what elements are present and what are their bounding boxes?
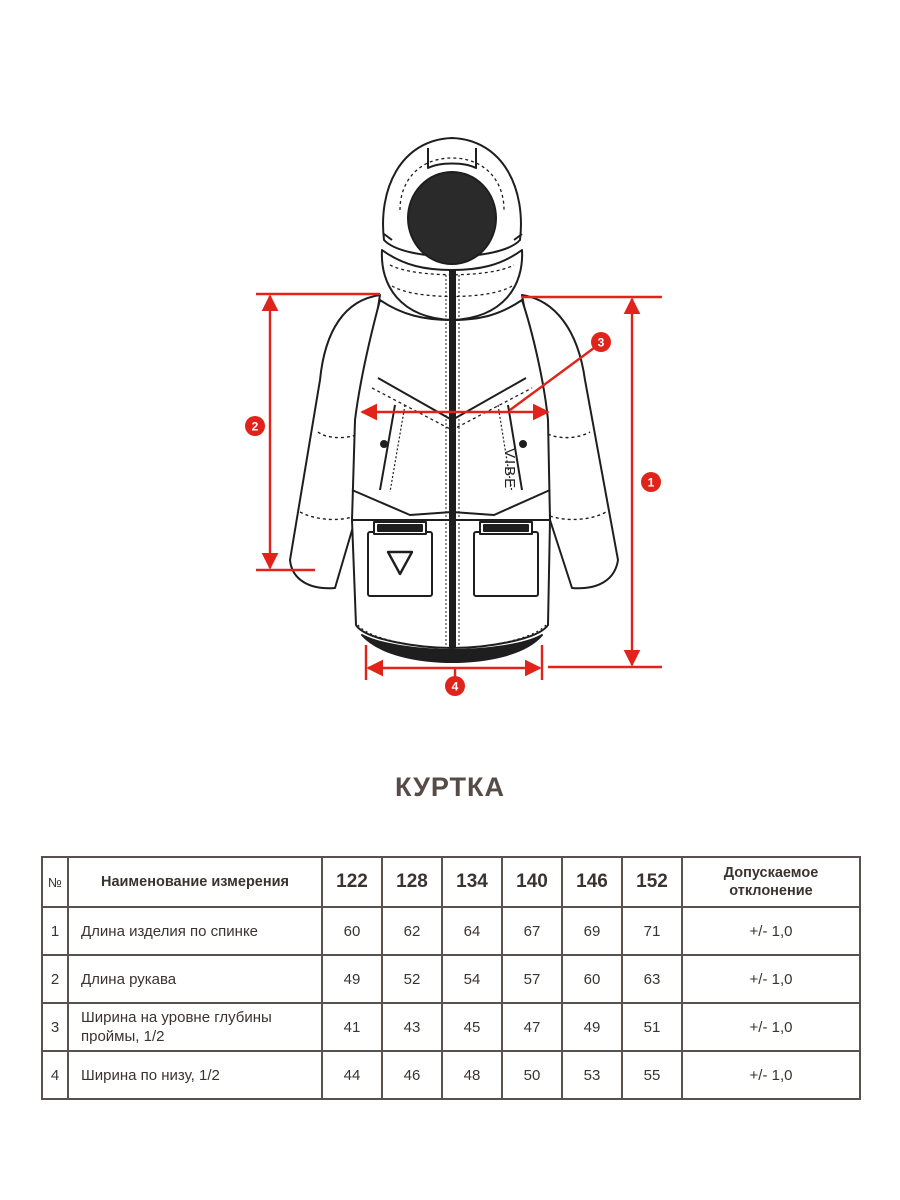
brand-text: VIBE [501, 448, 518, 491]
cell-value: 47 [502, 1003, 562, 1051]
size-table [41, 856, 861, 1100]
jacket-drawing [290, 138, 618, 662]
row-name: Ширина на уровне глубины проймы, 1/2 [68, 1003, 322, 1051]
row-number: 4 [42, 1051, 68, 1099]
table-row [42, 955, 860, 1003]
table-row [42, 1051, 860, 1099]
cell-value: 67 [502, 907, 562, 955]
marker-2 [245, 416, 265, 436]
cell-value: 55 [622, 1051, 682, 1099]
right-pocket [474, 532, 538, 596]
header-size: 128 [382, 857, 442, 907]
cell-tolerance: +/- 1,0 [682, 1003, 860, 1051]
cell-value: 71 [622, 907, 682, 955]
cell-value: 45 [442, 1003, 502, 1051]
cell-value: 54 [442, 955, 502, 1003]
table-header-row [42, 857, 860, 907]
row-number: 3 [42, 1003, 68, 1051]
header-number: № [42, 857, 68, 907]
cell-value: 64 [442, 907, 502, 955]
cell-value: 43 [382, 1003, 442, 1051]
header-size: 140 [502, 857, 562, 907]
row-name: Длина изделия по спинке [68, 907, 322, 955]
cell-value: 60 [322, 907, 382, 955]
cell-value: 57 [502, 955, 562, 1003]
cell-value: 41 [322, 1003, 382, 1051]
row-number: 2 [42, 955, 68, 1003]
cell-value: 53 [562, 1051, 622, 1099]
center-zipper [449, 270, 456, 648]
hood-opening [408, 172, 496, 264]
header-size: 122 [322, 857, 382, 907]
cell-value: 69 [562, 907, 622, 955]
marker-3 [591, 332, 611, 352]
svg-text:1: 1 [647, 475, 655, 490]
row-number: 1 [42, 907, 68, 955]
cell-value: 44 [322, 1051, 382, 1099]
cell-value: 62 [382, 907, 442, 955]
header-name: Наименование измерения [68, 857, 322, 907]
table-row [42, 907, 860, 955]
cell-value: 46 [382, 1051, 442, 1099]
marker-4 [445, 676, 465, 696]
header-size: 146 [562, 857, 622, 907]
cell-value: 60 [562, 955, 622, 1003]
cell-tolerance: +/- 1,0 [682, 955, 860, 1003]
row-name: Длина рукава [68, 955, 322, 1003]
page-title: КУРТКА [394, 772, 506, 802]
header-tolerance: Допускаемое отклонение [682, 857, 860, 907]
cell-tolerance: +/- 1,0 [682, 907, 860, 955]
cell-value: 50 [502, 1051, 562, 1099]
cell-value: 52 [382, 955, 442, 1003]
cell-value: 51 [622, 1003, 682, 1051]
cell-value: 48 [442, 1051, 502, 1099]
header-size: 152 [622, 857, 682, 907]
header-size: 134 [442, 857, 502, 907]
cell-value: 63 [622, 955, 682, 1003]
svg-text:2: 2 [251, 419, 259, 434]
table-row [42, 1003, 860, 1051]
svg-text:3: 3 [597, 335, 605, 350]
svg-text:4: 4 [451, 679, 459, 694]
row-name: Ширина по низу, 1/2 [68, 1051, 322, 1099]
cell-tolerance: +/- 1,0 [682, 1051, 860, 1099]
cell-value: 49 [562, 1003, 622, 1051]
marker-1 [641, 472, 661, 492]
cell-value: 49 [322, 955, 382, 1003]
